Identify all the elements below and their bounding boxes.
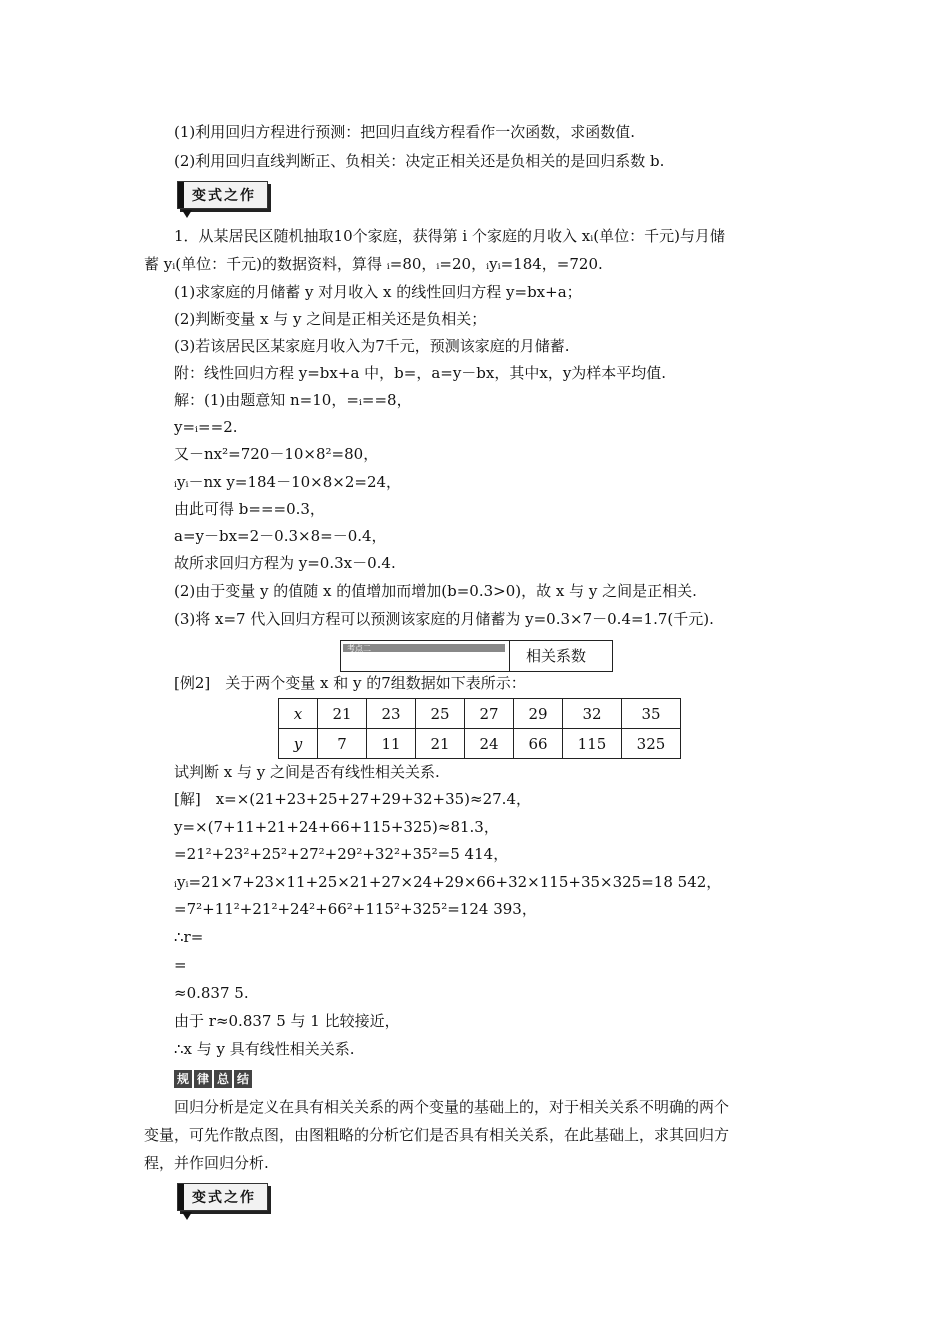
table-cell: 25 [416,699,465,729]
rule-badge-char: 结 [234,1070,252,1088]
rule-badge-char: 规 [174,1070,192,1088]
table-cell: 29 [514,699,563,729]
text-line: (2)由于变量 y 的值随 x 的值增加而增加(b=0.3>0)，故 x 与 y 之间是正相关. [174,582,697,600]
variant-badge [177,181,268,209]
table-cell: 27 [465,699,514,729]
rule-badge-char: 总 [214,1070,232,1088]
table-cell: 32 [563,699,622,729]
variant-badge [177,1183,268,1211]
text-line: 由此可得 b===0.3， [174,500,325,518]
table-row [279,729,681,759]
text-line: 由于 r≈0.837 5 与 1 比较接近， [174,1012,400,1030]
text-line: 回归分析是定义在具有相关关系的两个变量的基础上的，对于相关关系不明确的两个 [174,1098,730,1116]
text-line: 又－nx²=720－10×8²=80， [174,445,379,463]
section-header-title: 相关系数 [526,647,587,665]
table-cell: 66 [514,729,563,759]
text-line: ≈0.837 5. [174,984,249,1002]
table-cell: 325 [622,729,681,759]
text-line: 变量，可先作散点图，由图粗略的分析它们是否具有相关关系，在此基础上，求其回归方 [144,1126,730,1144]
badge-tail-icon [182,210,192,218]
text-line: 解：(1)由题意知 n=10，=ᵢ==8， [174,391,412,409]
table-cell: 7 [318,729,367,759]
rule-badge-char: 律 [194,1070,212,1088]
rule-summary-badge [174,1070,254,1090]
section-header-tag-box [341,641,510,671]
text-line: [解] x=×(21+23+25+27+29+32+35)≈27.4， [174,790,531,808]
text-line: 故所求回归方程为 y=0.3x－0.4. [174,554,396,572]
section-header-tag: 考点二 [347,644,371,653]
text-line: (2)利用回归直线判断正、负相关：决定正相关还是负相关的是回归系数 b. [174,152,665,170]
text-line: (3)将 x=7 代入回归方程可以预测该家庭的月储蓄为 y=0.3×7－0.4=1.7(千元). [174,610,714,628]
text-line: = [174,956,187,974]
section-header [340,640,613,672]
text-line: (2)判断变量 x 与 y 之间是正相关还是负相关； [174,310,487,328]
table-row-header: x [279,699,318,729]
text-line: ᵢyᵢ－nx y=184－10×8×2=24， [174,473,402,491]
text-line: a=y－bx=2－0.3×8=－0.4， [174,527,387,545]
table-cell: 21 [416,729,465,759]
text-line: =7²+11²+21²+24²+66²+115²+325²=124 393， [174,900,537,918]
text-line: 程，并作回归分析. [144,1154,269,1172]
table-row [279,699,681,729]
text-line: 蓄 yᵢ(单位：千元)的数据资料，算得 ᵢ=80，ᵢ=20，ᵢyᵢ=184，=720. [144,255,603,273]
text-line: (1)求家庭的月储蓄 y 对月收入 x 的线性回归方程 y=bx+a； [174,283,582,301]
table-cell: 23 [367,699,416,729]
text-line: ∴r= [174,928,204,946]
table-cell: 21 [318,699,367,729]
table-row-header: y [279,729,318,759]
text-line: y=×(7+11+21+24+66+115+325)≈81.3， [174,818,499,836]
text-line: =21²+23²+25²+27²+29²+32²+35²=5 414， [174,845,509,863]
badge-label: 变式之作 [192,1190,256,1206]
text-line: (1)利用回归方程进行预测：把回归直线方程看作一次函数，求函数值. [174,123,636,141]
table-cell: 11 [367,729,416,759]
text-line: [例2] 关于两个变量 x 和 y 的7组数据如下表所示： [174,674,526,692]
table-cell: 24 [465,729,514,759]
text-line: ∴x 与 y 具有线性相关关系. [174,1040,355,1058]
badge-label: 变式之作 [192,188,256,204]
text-line: 附：线性回归方程 y=bx+a 中，b=，a=y－bx，其中x，y为样本平均值. [174,364,667,382]
data-table [278,698,681,759]
badge-tail-icon [182,1212,192,1220]
text-line: ᵢyᵢ=21×7+23×11+25×21+27×24+29×66+32×115+35×325=18 542， [174,873,722,891]
text-line: (3)若该居民区某家庭月收入为7千元，预测该家庭的月储蓄. [174,337,570,355]
text-line: 1．从某居民区随机抽取10个家庭，获得第 i 个家庭的月收入 xᵢ(单位：千元)与月储 [174,227,725,245]
text-line: y=ᵢ==2. [174,418,238,436]
table-cell: 35 [622,699,681,729]
text-line: 试判断 x 与 y 之间是否有线性相关关系. [174,763,440,781]
table-cell: 115 [563,729,622,759]
